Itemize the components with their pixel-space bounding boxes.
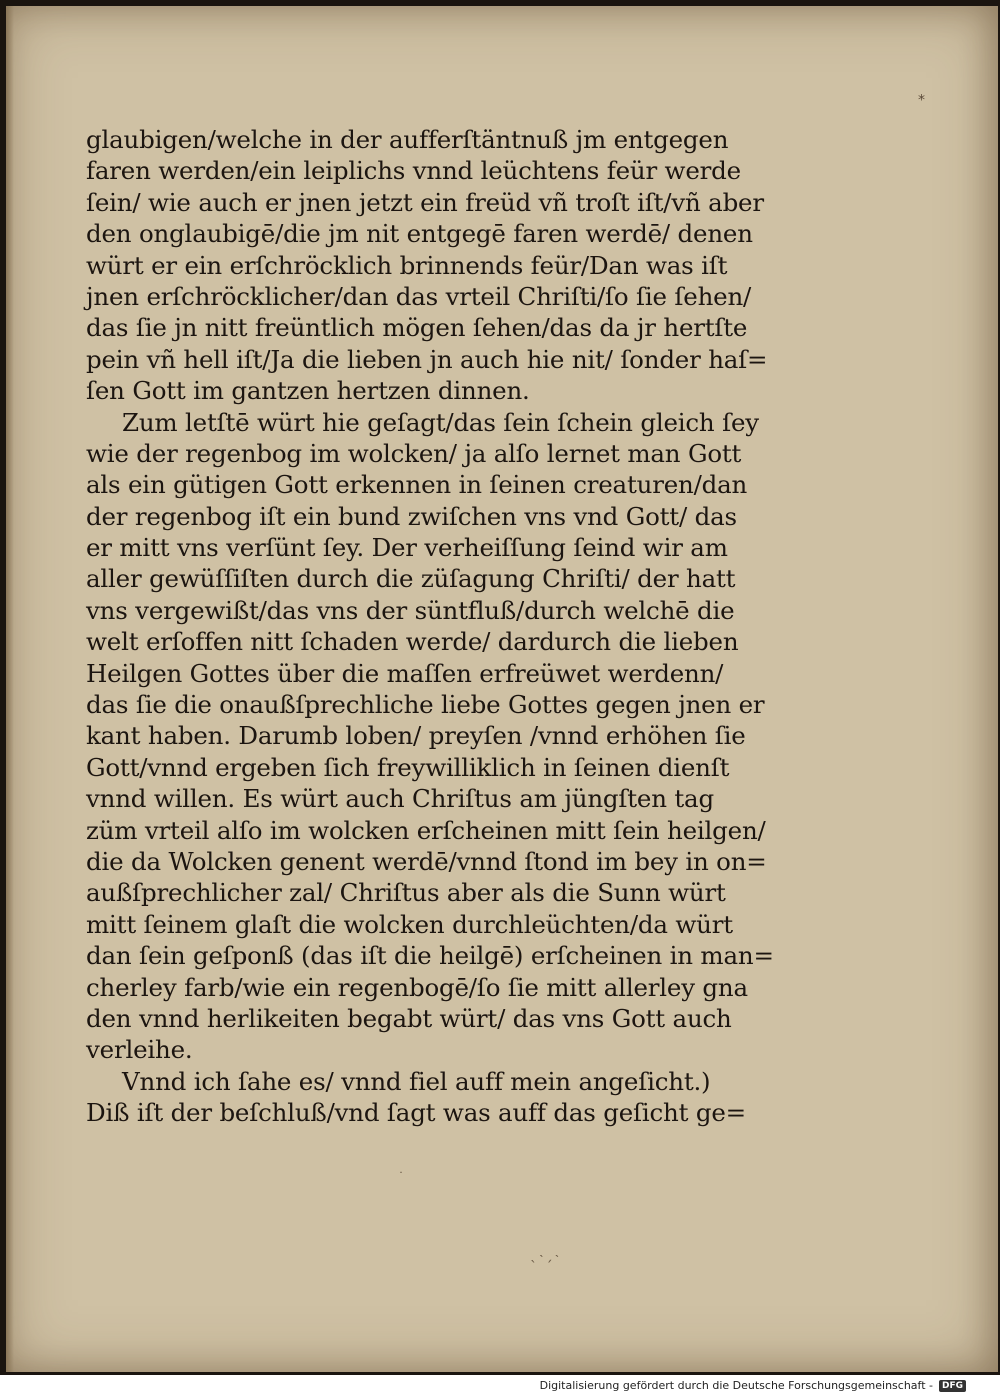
text-line: vns vergewißt/das vns der süntfluß/durch welchē die <box>86 595 735 625</box>
dfg-logo: DFG <box>939 1380 966 1392</box>
text-line: Gott/vnnd ergeben ſich freywilliklich in ſeinen dienſt <box>86 752 730 782</box>
text-line: er mitt vns verſünt ſey. Der verheiſſung ſeind wir am <box>86 533 728 563</box>
footer-credit: Digitalisierung gefördert durch die Deutsche Forschungsgemeinschaft - <box>539 1379 933 1392</box>
text-line: Vnnd ich ſahe es/ vnnd fiel auff mein angeſicht.) <box>122 1066 711 1096</box>
text-line: als ein gütigen Gott erkennen in ſeinen creaturen/dan <box>86 470 748 500</box>
text-line: Zum letſtē würt hie geſagt/das ſein ſchein gleich ſey <box>122 407 759 437</box>
text-line: vnnd willen. Es würt auch Chriſtus am jüngſten tag <box>86 784 714 814</box>
text-line: Diß iſt der beſchluß/vnd ſagt was auff das geſicht ge= <box>86 1098 746 1128</box>
text-line: das ſie die onaußſprechliche liebe Gottes gegen jnen er <box>86 690 765 720</box>
text-line: Heilgen Gottes über die maſſen erfreüwet werdenn/ <box>86 658 724 688</box>
text-line: den onglaubigē/die jm nit entgegē faren werdē/ denen <box>86 219 753 249</box>
text-line: die da Wolcken genent werdē/vnnd ſtond im bey in on= <box>86 846 767 876</box>
text-line: glaubigen/welche in der aufferſtäntnuß jm entgegen <box>86 125 729 154</box>
text-line: würt er ein erſchröcklich brinnends feür/Dan was iſt <box>86 250 728 280</box>
text-line: welt erſoffen nitt ſchaden werde/ dardurch die lieben <box>86 627 739 657</box>
text-line: wie der regenbog im wolcken/ ja alſo lernet man Gott <box>86 438 742 468</box>
text-line: außſprechlicher zal/ Chriſtus aber als die Sunn würt <box>86 878 726 908</box>
text-line: kant haben. Darumb loben/ preyſen /vnnd erhöhen ſie <box>86 721 746 751</box>
text-line: pein vñ hell iſt/Ja die lieben jn auch hie nit/ ſonder haſ= <box>86 344 768 374</box>
text-line: der regenbog iſt ein bund zwiſchen vns vnd Gott/ das <box>86 501 737 531</box>
text-line: züm vrteil alſo im wolcken erſcheinen mitt ſein heilgen/ <box>86 815 766 845</box>
digitization-footer <box>540 1379 966 1392</box>
text-line: ſen Gott im gantzen hertzen dinnen. <box>86 376 530 406</box>
text-line: aller gewüſſiſten durch die züſagung Chriſti/ der hatt <box>86 564 736 594</box>
page-text <box>86 124 786 1129</box>
page-gutter-shadow <box>6 6 14 1372</box>
text-line: mitt ſeinem glaſt die wolcken durchleüchten/da würt <box>86 909 733 939</box>
text-line: verleihe. <box>86 1035 193 1065</box>
text-line: cherley farb/wie ein regenbogē/ſo ſie mitt allerley gna <box>86 972 748 1002</box>
paper-blemish: ˎ˴ˏ˴ <box>530 1247 562 1263</box>
text-line: dan ſein geſponß (das iſt die heilgē) erſcheinen in man= <box>86 941 774 971</box>
text-line: jnen erſchröcklicher/dan das vrteil Chriſti/ſo ſie ſehen/ <box>86 281 752 311</box>
margin-mark: ⁎ <box>918 88 925 104</box>
text-line: das ſie jn nitt freüntlich mögen ſehen/das da jr hertſte <box>86 313 748 343</box>
paper-speck: ˙ <box>398 1170 404 1184</box>
text-line: ſein/ wie auch er jnen jetzt ein freüd vñ troſt iſt/vñ aber <box>86 187 764 217</box>
text-line: faren werden/ein leiplichs vnnd leüchtens feür werde <box>86 156 741 186</box>
text-line: den vnnd herlikeiten begabt würt/ das vns Gott auch <box>86 1003 732 1033</box>
